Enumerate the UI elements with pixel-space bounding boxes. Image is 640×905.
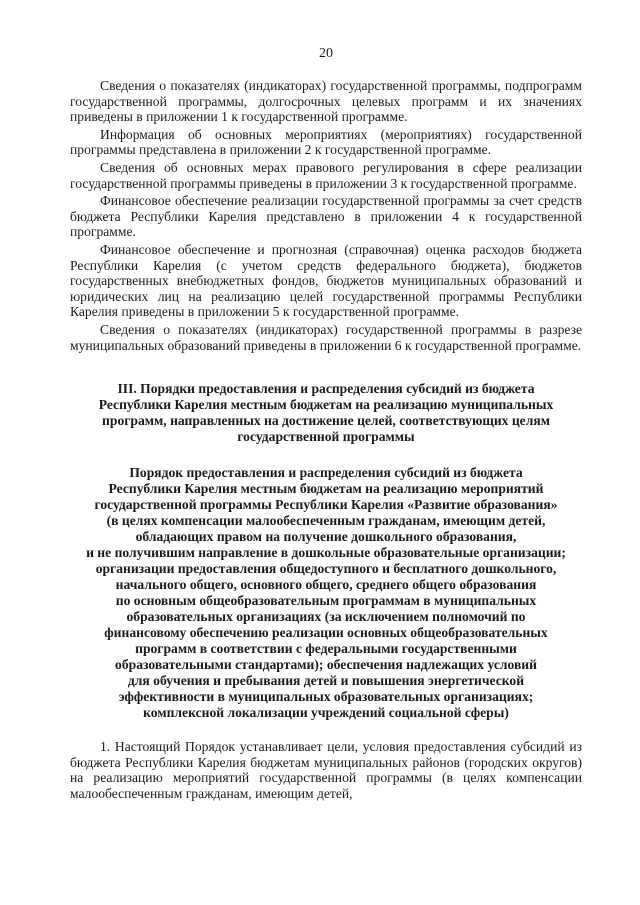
paragraph-legal-regulation: Сведения об основных мерах правового регулирования в сфере реализации государственной программы приведены в приложении 3 к государственной программе. <box>70 159 582 191</box>
section-heading-line: Республики Карелия местным бюджетам на реализацию муниципальных <box>98 397 554 413</box>
sub-heading-line: эффективности в муниципальных образовательных организациях; <box>118 689 534 705</box>
sub-heading-line: начального общего, основного общего, среднего общего образования <box>115 577 537 593</box>
sub-heading-line: государственной программы Республики Карелия «Развитие образования» <box>94 497 558 513</box>
paragraph-order-purpose: 1. Настоящий Порядок устанавливает цели, условия предоставления субсидий из бюджета Республики Карелия бюджетам муниципальных районов (городских округов) на реализацию мероприятий государственной программы (в целях компенсации малообеспеченным гражданам, имеющим детей, <box>70 739 582 801</box>
sub-heading-line: образовательными стандартами); обеспечения надлежащих условий <box>115 657 537 673</box>
sub-heading-line: для обучения и пребывания детей и повышения энергетической <box>127 673 525 689</box>
section-heading-line: III. Порядки предоставления и распределения субсидий из бюджета <box>117 381 535 397</box>
paragraph-budget-funding: Финансовое обеспечение реализации государственной программы за счет средств бюджета Республики Карелия представлено в приложении 4 к государственной программе. <box>70 193 582 240</box>
paragraph-municipal-indicators: Сведения о показателях (индикаторах) государственной программы в разрезе муниципальных образований приведены в приложении 6 к государственной программе. <box>70 321 582 353</box>
sub-heading-line: финансовому обеспечению реализации основных общеобразовательных <box>104 625 548 641</box>
sub-heading-line: обладающих правом на получение дошкольного образования, <box>135 529 517 545</box>
sub-heading <box>70 465 582 721</box>
section-heading-line: государственной программы <box>237 429 415 445</box>
page-number: 20 <box>319 46 333 61</box>
sub-heading-line: программ в соответствии с федеральными государственными <box>135 641 517 657</box>
paragraph-indicators: Сведения о показателях (индикаторах) государственной программы, подпрограмм государственной программы, долгосрочных целевых программ и их значениях приведены в приложении 1 к государственной программе. <box>70 78 582 125</box>
body-section <box>70 739 582 801</box>
section-heading <box>70 381 582 445</box>
sub-heading-line: Порядок предоставления и распределения субсидий из бюджета <box>129 465 523 481</box>
sub-heading-line: комплексной локализации учреждений социальной сферы) <box>143 705 509 721</box>
sub-heading-line: по основным общеобразовательным программам в муниципальных <box>115 593 537 609</box>
paragraph-main-activities: Информация об основных мероприятиях (мероприятиях) государственной программы представлена в приложении 2 к государственной программе. <box>70 126 582 158</box>
section-heading-line: программ, направленных на достижение целей, соответствующих целям <box>102 413 550 429</box>
sub-heading-line: Республики Карелия местным бюджетам на реализацию мероприятий <box>108 481 544 497</box>
paragraph-forecast-estimate: Финансовое обеспечение и прогнозная (справочная) оценка расходов бюджета Республики Карелия (с учетом средств федерального бюджета), бюджетов государственных внебюджетных фондов, бюджетов муниципальных образований и юридических лиц на реализацию целей государственной программы Республики Карелия приведены в приложении 5 к государственной программе. <box>70 241 582 320</box>
sub-heading-line: организации предоставления общедоступного и бесплатного дошкольного, <box>95 561 557 577</box>
sub-heading-line: и не получившим направление в дошкольные образовательные организации; <box>86 545 566 561</box>
intro-section <box>70 78 582 353</box>
sub-heading-line: образовательных организациях (за исключением полномочий по <box>126 609 526 625</box>
sub-heading-line: (в целях компенсации малообеспеченным гражданам, имеющим детей, <box>106 513 546 529</box>
